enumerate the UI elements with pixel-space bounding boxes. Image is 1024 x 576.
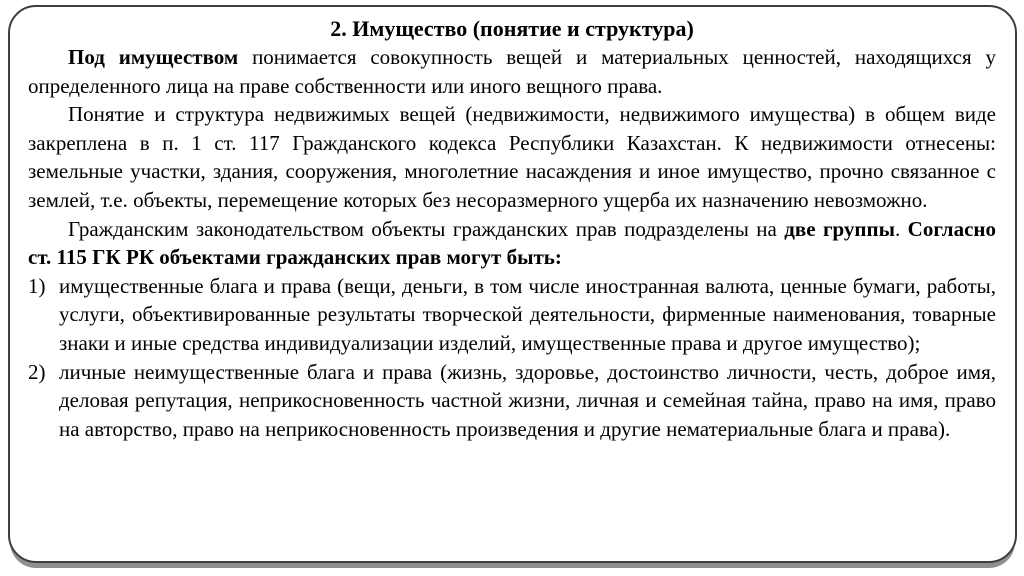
two-groups-mid: .	[894, 216, 908, 241]
list-text-personal-rights: личные неимущественные блага и права (жизнь, здоровье, достоинство личности, честь, доброе имя, деловая репутация, неприкосновенность частной жизни, личная и семейная тайна, право на имя, право на авторство, право на неприкосновенность произведения и другие нематериальные блага и права).	[59, 359, 996, 441]
two-groups-lead: Гражданским законодательством объекты гражданских прав подразделены на	[68, 216, 785, 241]
article-115-statement: Согласно ст. 115 ГК РК объектами гражданских прав могут быть:	[28, 216, 997, 270]
objects-list	[28, 272, 996, 444]
list-marker-1: 1)	[28, 273, 46, 298]
slide-content-panel	[8, 5, 1017, 563]
definition-body: понимается совокупность вещей и материальных ценностей, находящихся у определенного лица на праве собственности или иного вещного права.	[28, 45, 996, 98]
paragraph-definition	[28, 43, 996, 100]
list-text-property-rights: имущественные блага и права (вещи, деньги, в том числе иностранная валюта, ценные бумаги, работы, услуги, объективированные результаты творческой деятельности, фирменные наименования, товарные знаки и иные средства индивидуализации изделий, имущественные права и другое имущество);	[59, 273, 996, 355]
list-marker-2: 2)	[28, 359, 46, 384]
list-item-personal-rights	[28, 358, 996, 444]
two-groups-term: две группы	[784, 216, 895, 241]
list-item-property-rights	[28, 272, 996, 358]
paragraph-two-groups	[28, 215, 996, 272]
paragraph-real-estate: Понятие и структура недвижимых вещей (недвижимости, недвижимого имущества) в общем виде закреплена в п. 1 ст. 117 Гражданского кодекса Республики Казахстан. К недвижимости отнесены: земельные участки, здания, сооружения, многолетние насаждения и иное имущество, прочно связанное с землей, т.е. объекты, перемещение которых без несоразмерного ущерба их назначению невозможно.	[28, 102, 996, 212]
slide-title: 2. Имущество (понятие и структура)	[330, 16, 694, 41]
definition-term: Под имуществом	[68, 45, 239, 69]
